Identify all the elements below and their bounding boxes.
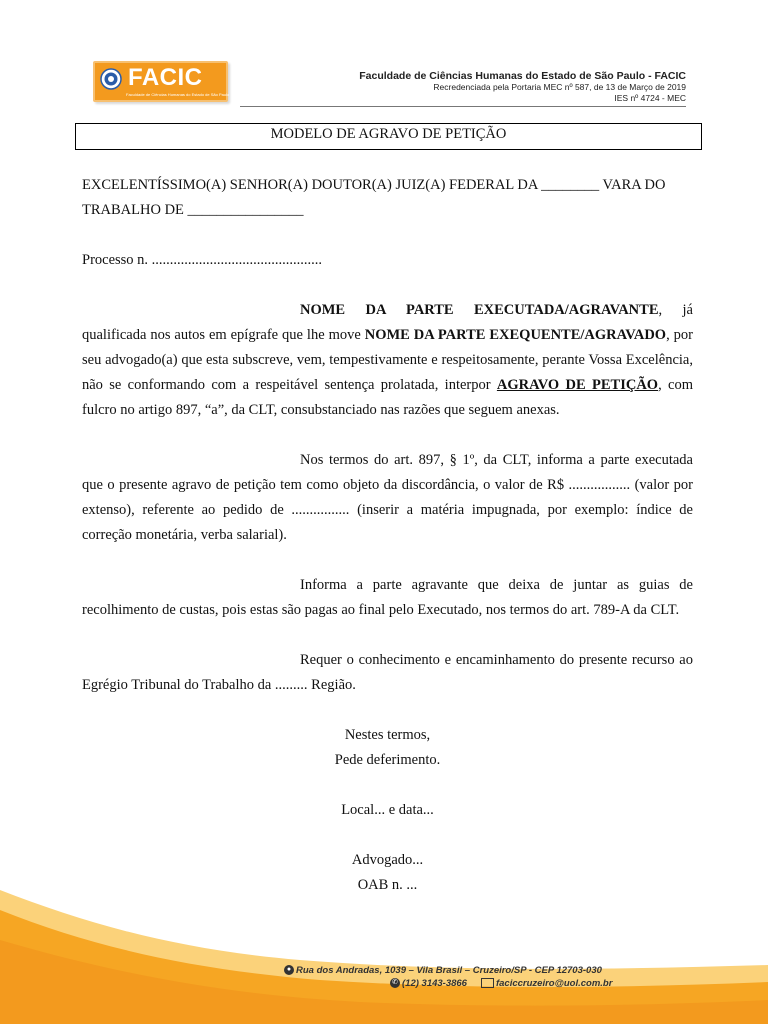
seal-icon — [100, 68, 122, 90]
phone-icon: ✆ — [390, 978, 400, 988]
footer-contact — [284, 964, 684, 990]
footer-phone: (12) 3143-3866 — [402, 978, 467, 989]
paragraph-request: Requer o conhecimento e encaminhamento do presente recurso ao Egrégio Tribunal do Trabalho da ......... Região. — [82, 652, 693, 693]
lawyer-signature: Advogado... — [351, 852, 424, 868]
addressee-line-2: TRABALHO DE ________________ — [82, 202, 304, 218]
closing-terms: Nestes termos, — [344, 727, 431, 743]
footer-email[interactable]: faciccruzeiro@uol.com.br — [495, 978, 613, 989]
institution-name: Faculdade de Ciências Humanas do Estado de São Paulo - FACIC — [359, 70, 686, 82]
logo-tagline: Faculdade de Ciências Humanas do Estado de São Paulo — [126, 92, 230, 97]
accreditation-text: Recredenciada pela Portaria MEC nº 587, de 13 de Março de 2019 — [433, 82, 686, 92]
document-title: MODELO DE AGRAVO DE PETIÇÃO — [75, 123, 702, 150]
paragraph-value: Nos termos do art. 897, § 1º, da CLT, informa a parte executada que o presente agravo de petição tem como objeto da discordância, o valor de R$ ................. (valor por extenso), referente ao pedido de ................ (inserir a matéria impugnada, por exemplo: índice de correção monetária, verba salarial). — [82, 452, 693, 543]
header-divider — [240, 106, 686, 107]
document-body — [82, 173, 693, 898]
process-number: Processo n. ............................................... — [82, 252, 323, 268]
institution-info — [359, 71, 686, 104]
paragraph-costs: Informa a parte agravante que deixa de juntar as guias de recolhimento de custas, pois estas são pagas ao final pelo Executado, nos termos do art. 789-A da CLT. — [82, 577, 693, 618]
mail-icon — [481, 978, 494, 988]
footer-wave — [0, 870, 768, 1024]
closing-request: Pede deferimento. — [334, 752, 441, 768]
oab-number: OAB n. ... — [357, 877, 418, 893]
appeal-name: AGRAVO DE PETIÇÃO — [496, 377, 659, 393]
ies-text: IES nº 4724 - MEC — [614, 93, 686, 103]
party-executed: NOME DA PARTE EXECUTADA/AGRAVANTE — [300, 302, 659, 318]
addressee-line-1: EXCELENTÍSSIMO(A) SENHOR(A) DOUTOR(A) JUIZ(A) FEDERAL DA ________ VARA DO — [82, 177, 666, 193]
paragraph-petition: NOME DA PARTE EXECUTADA/AGRAVANTE, já qualificada nos autos em epígrafe que lhe move NOME DA PARTE EXEQUENTE/AGRAVADO, por seu advogado(a) que esta subscreve, vem, tempestivamente e respeitosamente, perante Vossa Excelência, não se conformando com a respeitável sentença prolatada, interpor AGRAVO DE PETIÇÃO, com fulcro no artigo 897, “a”, da CLT, consubstanciado nas razões que seguem anexas. — [82, 302, 694, 418]
logo-name: FACIC — [128, 64, 203, 91]
place-date: Local... e data... — [341, 802, 434, 818]
party-exequent: NOME DA PARTE EXEQUENTE/AGRAVADO — [364, 327, 667, 343]
facic-logo — [93, 61, 228, 102]
location-icon: ● — [284, 965, 294, 975]
footer-address: Rua dos Andradas, 1039 – Vila Brasil – Cruzeiro/SP - CEP 12703-030 — [296, 965, 602, 976]
